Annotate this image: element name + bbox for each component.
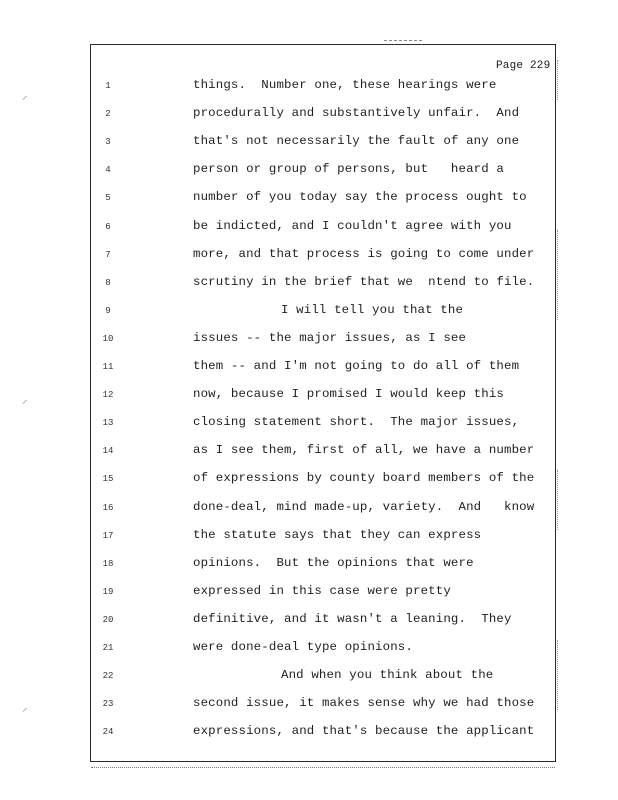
line-number: 22: [102, 671, 114, 682]
transcript-line: were done-deal type opinions.: [193, 640, 413, 654]
transcript-line: definitive, and it wasn't a leaning. They: [193, 611, 512, 626]
edge-artifact: [557, 230, 560, 320]
line-number: 1: [105, 81, 111, 91]
transcript-line: now, because I promised I would keep this: [193, 387, 505, 402]
line-number: 19: [102, 586, 114, 597]
transcript-line: I will tell you that the: [281, 302, 464, 317]
transcript-line: And when you think about the: [281, 668, 494, 683]
transcript-line: done-deal, mind made-up, variety. And know: [193, 499, 535, 514]
margin-mark-icon: ⸝: [22, 395, 28, 407]
line-number: 2: [105, 109, 111, 120]
line-number: 15: [102, 474, 114, 485]
line-number: 24: [102, 727, 114, 738]
line-number: 21: [102, 643, 114, 653]
transcript-line: them -- and I'm not going to do all of them: [193, 359, 520, 373]
line-number: 11: [102, 362, 114, 372]
transcript-line: issues -- the major issues, as I see: [193, 330, 467, 345]
line-number: 7: [105, 249, 111, 260]
line-number: 10: [102, 333, 114, 344]
line-number: 12: [102, 390, 114, 401]
margin-mark-icon: ⸝: [22, 703, 28, 715]
edge-artifact: [557, 640, 560, 710]
line-number: 5: [105, 193, 111, 204]
transcript-line: that's not necessarily the fault of any one: [193, 134, 520, 149]
transcript-page-frame: [90, 44, 556, 762]
line-number: 6: [105, 221, 111, 232]
transcript-line: things. Number one, these hearings were: [193, 78, 497, 92]
line-number: 18: [102, 558, 114, 569]
transcript-line: expressed in this case were pretty: [193, 583, 451, 598]
transcript-line: person or group of persons, but heard a: [193, 162, 505, 177]
transcript-line: closing statement short. The major issues,: [193, 415, 520, 430]
transcript-line: second issue, it makes sense why we had those: [193, 696, 535, 711]
page-number: Page 229: [496, 60, 551, 72]
edge-artifact: [557, 60, 560, 100]
transcript-line: scrutiny in the brief that we ntend to file.: [193, 274, 535, 289]
transcript-line: more, and that process is going to come under: [193, 246, 535, 261]
transcript-line: number of you today say the process ought to: [193, 190, 527, 205]
line-number: 14: [102, 446, 114, 457]
line-number: 8: [105, 277, 111, 288]
transcript-line: procedurally and substantively unfair. And: [193, 106, 520, 121]
margin-mark-icon: ⸝: [22, 91, 28, 103]
line-number: 17: [102, 530, 114, 541]
line-number: 9: [105, 305, 111, 316]
transcript-line: be indicted, and I couldn't agree with you: [193, 218, 512, 233]
line-number: 20: [102, 614, 114, 625]
line-number: 16: [102, 502, 114, 513]
edge-artifact: [557, 470, 560, 530]
transcript-line: opinions. But the opinions that were: [193, 555, 474, 570]
line-number: 23: [102, 699, 114, 710]
transcript-line: expressions, and that's because the applicant: [193, 724, 535, 739]
transcript-line: the statute says that they can express: [193, 527, 482, 542]
line-number: 4: [105, 165, 111, 176]
transcript-line: of expressions by county board members of the: [193, 471, 535, 486]
line-number: 13: [102, 418, 114, 429]
line-number: 3: [105, 137, 111, 148]
transcript-line: as I see them, first of all, we have a number: [193, 443, 535, 458]
